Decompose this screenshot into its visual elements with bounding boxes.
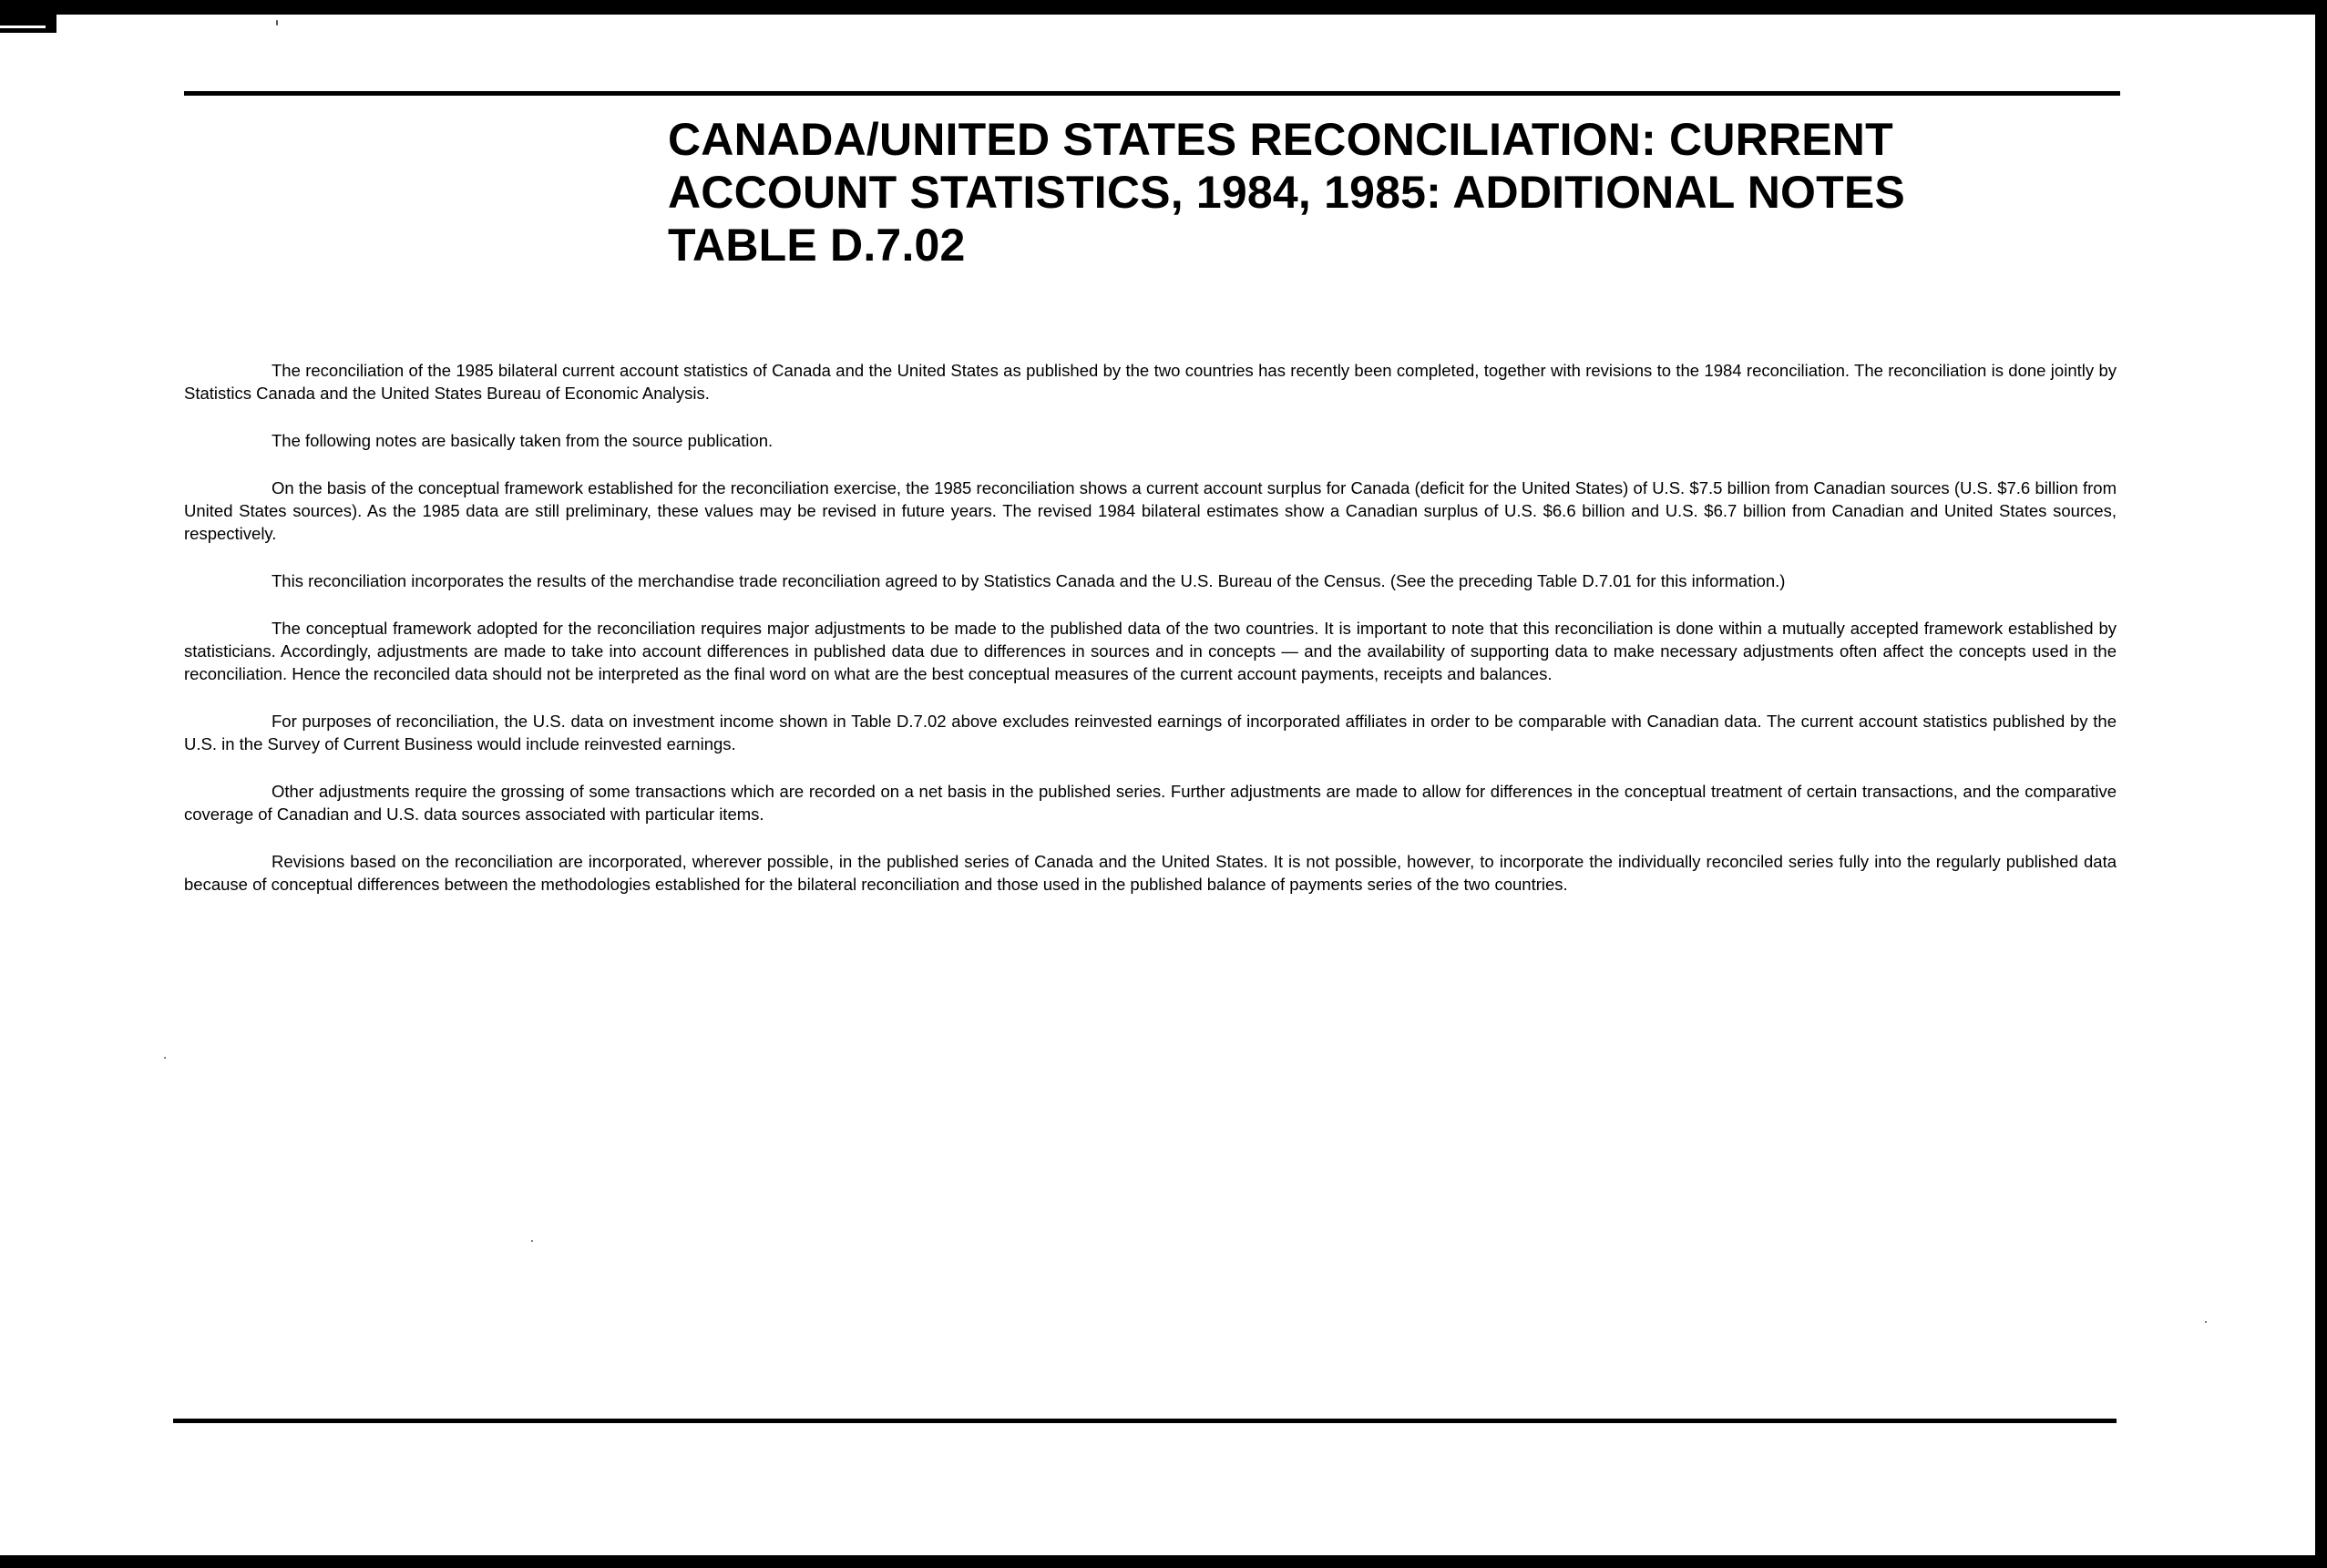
scan-speck bbox=[164, 1057, 166, 1059]
page-title bbox=[668, 113, 2126, 272]
scan-border-bottom bbox=[0, 1555, 2327, 1568]
paragraph-merchandise-trade: This reconciliation incorporates the results of the merchandise trade reconciliation agreed to by Statistics Canada and the U.S. Bureau of the Census. (See the preceding Table D.7.01 for this information.) bbox=[272, 571, 1786, 590]
paragraph-surplus-figures: On the basis of the conceptual framework established for the reconciliation exercise, the 1985 reconciliation shows a current account surplus for Canada (deficit for the United States) of U.S. $7.5 billion from Canadian sources (U.S. $7.6 billion from United States sources). As the 1985 data are still preliminary, these values may be revised in future years. The revised 1984 bilateral estimates show a Canadian surplus of U.S. $6.6 billion and U.S. $6.7 billion from Canadian and United States sources, respectively. bbox=[184, 478, 2117, 543]
paragraph-conceptual-framework: The conceptual framework adopted for the reconciliation requires major adjustments to be made to the published data of the two countries. It is important to note that this reconciliation is done within a mutually accepted framework established by statisticians. Accordingly, adjustments are made to take into account differences in published data due to differences in sources and in concepts — and the availability of supporting data to make necessary adjustments often affect the concepts used in the reconciliation. Hence the reconciled data should not be interpreted as the final word on what are the best conceptual measures of the current account payments, receipts and balances. bbox=[184, 619, 2117, 683]
paragraph-other-adjustments: Other adjustments require the grossing of some transactions which are recorded on a net basis in the published series. Further adjustments are made to allow for differences in the conceptual treatment of certain transactions, and the comparative coverage of Canadian and U.S. data sources associated with particular items. bbox=[184, 782, 2117, 824]
title-line-1: CANADA/UNITED STATES RECONCILIATION: CURRENT bbox=[668, 114, 1893, 165]
paragraph-revisions: Revisions based on the reconciliation are incorporated, wherever possible, in the published series of Canada and the United States. It is not possible, however, to incorporate the individually reconciled series fully into the regularly published data because of conceptual differences between the methodologies established for the bilateral reconciliation and those used in the published balance of payments series of the two countries. bbox=[184, 852, 2117, 894]
bottom-rule bbox=[173, 1419, 2117, 1423]
notes-body bbox=[184, 359, 2117, 920]
paragraph-source-note: The following notes are basically taken from the source publication. bbox=[272, 431, 774, 450]
title-line-3: TABLE D.7.02 bbox=[668, 220, 966, 271]
scan-border-right bbox=[2315, 0, 2327, 1568]
scan-corner-mark-gap bbox=[0, 26, 46, 28]
scan-border-top bbox=[0, 0, 2327, 15]
title-line-2: ACCOUNT STATISTICS, 1984, 1985: ADDITIONAL NOTES bbox=[668, 167, 1905, 218]
scan-corner-mark bbox=[0, 15, 56, 33]
paragraph-reconciliation-intro: The reconciliation of the 1985 bilateral current account statistics of Canada and the United States as published by the two countries has recently been completed, together with revisions to the 1984 reconciliation. The reconciliation is done jointly by Statistics Canada and the United States Bureau of Economic Analysis. bbox=[184, 361, 2117, 403]
top-rule bbox=[184, 91, 2120, 96]
scan-speck bbox=[531, 1240, 533, 1242]
scan-speck bbox=[2205, 1321, 2207, 1323]
scan-speck bbox=[276, 20, 278, 26]
paragraph-investment-income: For purposes of reconciliation, the U.S. data on investment income shown in Table D.7.02 above excludes reinvested earnings of incorporated affiliates in order to be comparable with Canadian data. The current account statistics published by the U.S. in the Survey of Current Business would include reinvested earnings. bbox=[184, 712, 2117, 753]
